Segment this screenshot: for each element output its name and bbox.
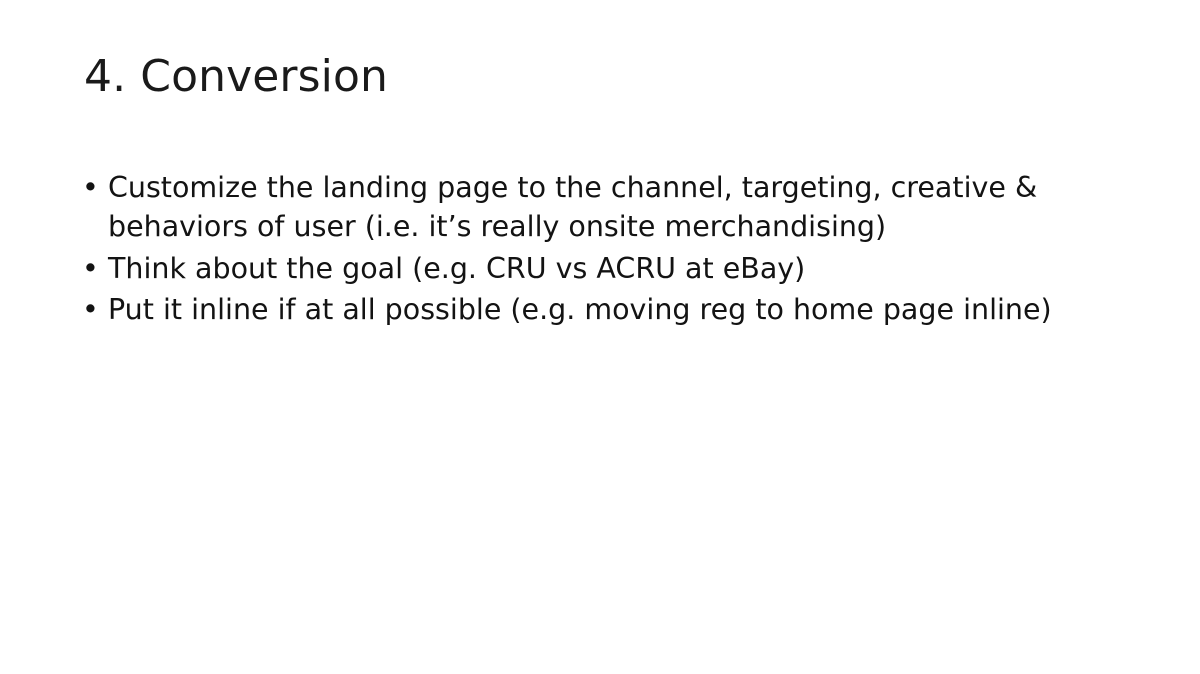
list-item	[78, 290, 1118, 329]
list-item	[78, 168, 1118, 247]
page-title: 4. Conversion	[84, 51, 388, 102]
list-item-text: Put it inline if at all possible (e.g. moving reg to home page inline)	[108, 292, 1052, 326]
bullet-list	[78, 168, 1118, 331]
bullet-marker-icon: •	[82, 171, 99, 204]
bullet-marker-icon: •	[82, 251, 99, 285]
bullet-marker-icon: •	[82, 292, 99, 326]
list-item-text: Think about the goal (e.g. CRU vs ACRU at eBay)	[108, 251, 806, 285]
list-item-text: Customize the landing page to the channel, targeting, creative & behaviors of user (i.e. it’s really onsite merchandising)	[108, 171, 1047, 244]
list-item	[78, 249, 1118, 288]
